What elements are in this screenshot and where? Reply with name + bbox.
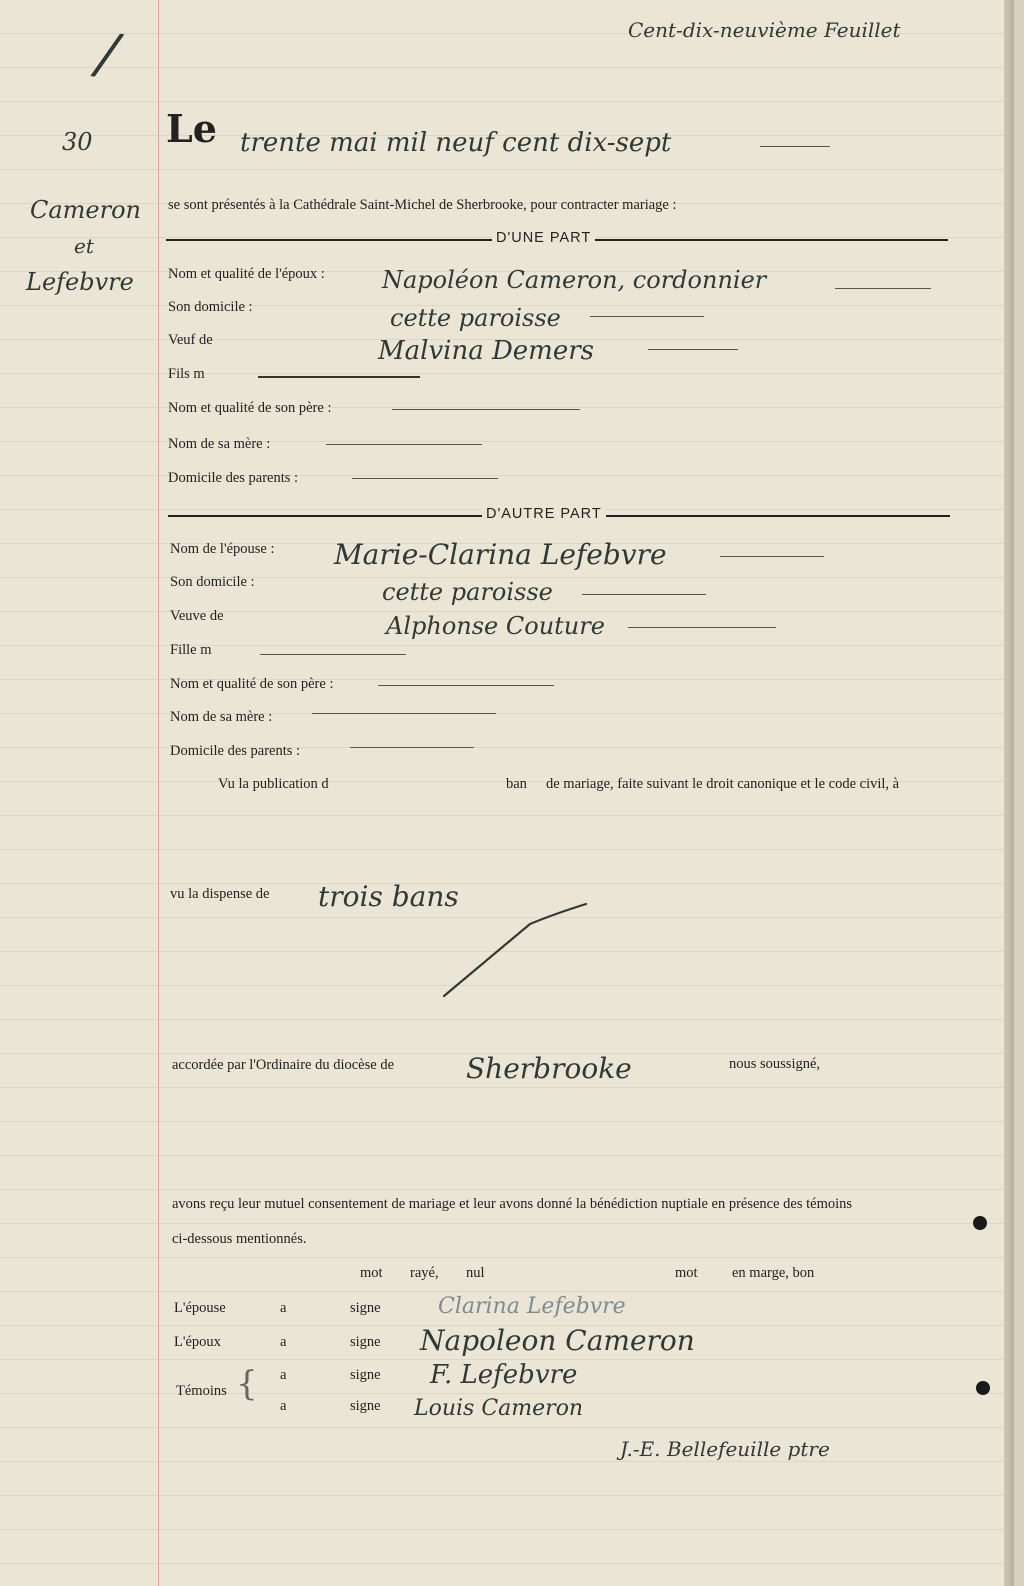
ban-text: ban <box>506 776 527 792</box>
margin-and: et <box>74 234 94 258</box>
groom-domicile-value: cette paroisse <box>390 304 561 332</box>
priest-signature: J.-E. Bellefeuille ptre <box>620 1437 830 1461</box>
bride-widow-label: Veuve de <box>170 608 224 624</box>
binding-hole-icon <box>976 1381 990 1395</box>
soussigne-text: nous soussigné, <box>729 1056 821 1072</box>
marriage-date: trente mai mil neuf cent dix-sept <box>240 128 672 158</box>
bride-domicile-label: Son domicile : <box>170 574 255 590</box>
margin-stroke: / <box>93 21 122 88</box>
bride-parents-domicile-label: Domicile des parents : <box>170 743 301 759</box>
bride-mother-label: Nom de sa mère : <box>170 709 273 725</box>
publication-text: Vu la publication d <box>218 776 329 792</box>
consent-line-2: ci-dessous mentionnés. <box>172 1231 307 1247</box>
dispense-label: vu la dispense de <box>170 886 270 902</box>
dispense-value: trois bans <box>318 880 459 913</box>
accordee-label: accordée par l'Ordinaire du diocèse de <box>172 1057 395 1073</box>
groom-mother-label: Nom de sa mère : <box>168 436 271 452</box>
red-margin-line <box>158 0 159 1586</box>
binding-hole-icon <box>973 1216 987 1230</box>
bride-name-label: Nom de l'épouse : <box>170 541 275 557</box>
a-text: a <box>280 1300 287 1316</box>
groom-role: L'époux <box>174 1334 221 1350</box>
groom-widower-value: Malvina Demers <box>378 336 594 366</box>
section-title-part2: D'AUTRE PART <box>482 506 606 522</box>
bride-daughter-label: Fille m <box>170 642 212 658</box>
diocese-value: Sherbrooke <box>466 1052 632 1085</box>
witness1-signature: F. Lefebvre <box>430 1360 578 1390</box>
bride-father-label: Nom et qualité de son père : <box>170 676 334 692</box>
margin-name-bride: Lefebvre <box>26 268 134 296</box>
groom-domicile-label: Son domicile : <box>168 299 253 315</box>
a-text: a <box>280 1398 287 1414</box>
temoins-label: Témoins <box>176 1383 227 1399</box>
groom-signature: Napoleon Cameron <box>420 1324 695 1357</box>
sheet-label: Cent-dix-neuvième Feuillet <box>628 18 901 42</box>
en-marge-label: en marge, bon <box>732 1265 815 1281</box>
groom-father-label: Nom et qualité de son père : <box>168 400 332 416</box>
margin-name-groom: Cameron <box>30 196 142 224</box>
mot-marge-label: mot <box>675 1265 698 1281</box>
bride-signature: Clarina Lefebvre <box>438 1294 626 1319</box>
mot-label: mot <box>360 1265 383 1281</box>
entry-number: 30 <box>62 128 93 156</box>
groom-parents-domicile-label: Domicile des parents : <box>168 470 299 486</box>
le-heading: Le <box>166 106 217 151</box>
signe-text: signe <box>350 1334 381 1350</box>
raye-label: rayé, <box>410 1265 439 1281</box>
groom-widower-label: Veuf de <box>168 332 213 348</box>
bride-name-value: Marie-Clarina Lefebvre <box>334 538 667 571</box>
groom-name-value: Napoléon Cameron, cordonnier <box>382 266 767 294</box>
bride-domicile-value: cette paroisse <box>382 578 553 606</box>
bride-role: L'épouse <box>174 1300 226 1316</box>
publication-rest: de mariage, faite suivant le droit canonique et le code civil, à <box>546 776 900 792</box>
cancel-stroke <box>436 896 596 1006</box>
signe-text: signe <box>350 1300 381 1316</box>
page-edge <box>1004 0 1014 1586</box>
witness2-signature: Louis Cameron <box>414 1396 584 1421</box>
a-text: a <box>280 1334 287 1350</box>
groom-son-label: Fils m <box>168 366 205 382</box>
statement-text: se sont présentés à la Cathédrale Saint-Michel de Sherbrooke, pour contracter mariage : <box>168 197 677 213</box>
bride-widow-value: Alphonse Couture <box>386 612 605 640</box>
a-text: a <box>280 1367 287 1383</box>
signe-text: signe <box>350 1398 381 1414</box>
nul-label: nul <box>466 1265 485 1281</box>
brace-icon: { <box>236 1364 258 1404</box>
groom-name-label: Nom et qualité de l'époux : <box>168 266 325 282</box>
signe-text: signe <box>350 1367 381 1383</box>
consent-line-1: avons reçu leur mutuel consentement de mariage et leur avons donné la bénédiction nuptiale en présence des témoins <box>172 1196 853 1212</box>
section-title-part1: D'UNE PART <box>492 230 595 246</box>
